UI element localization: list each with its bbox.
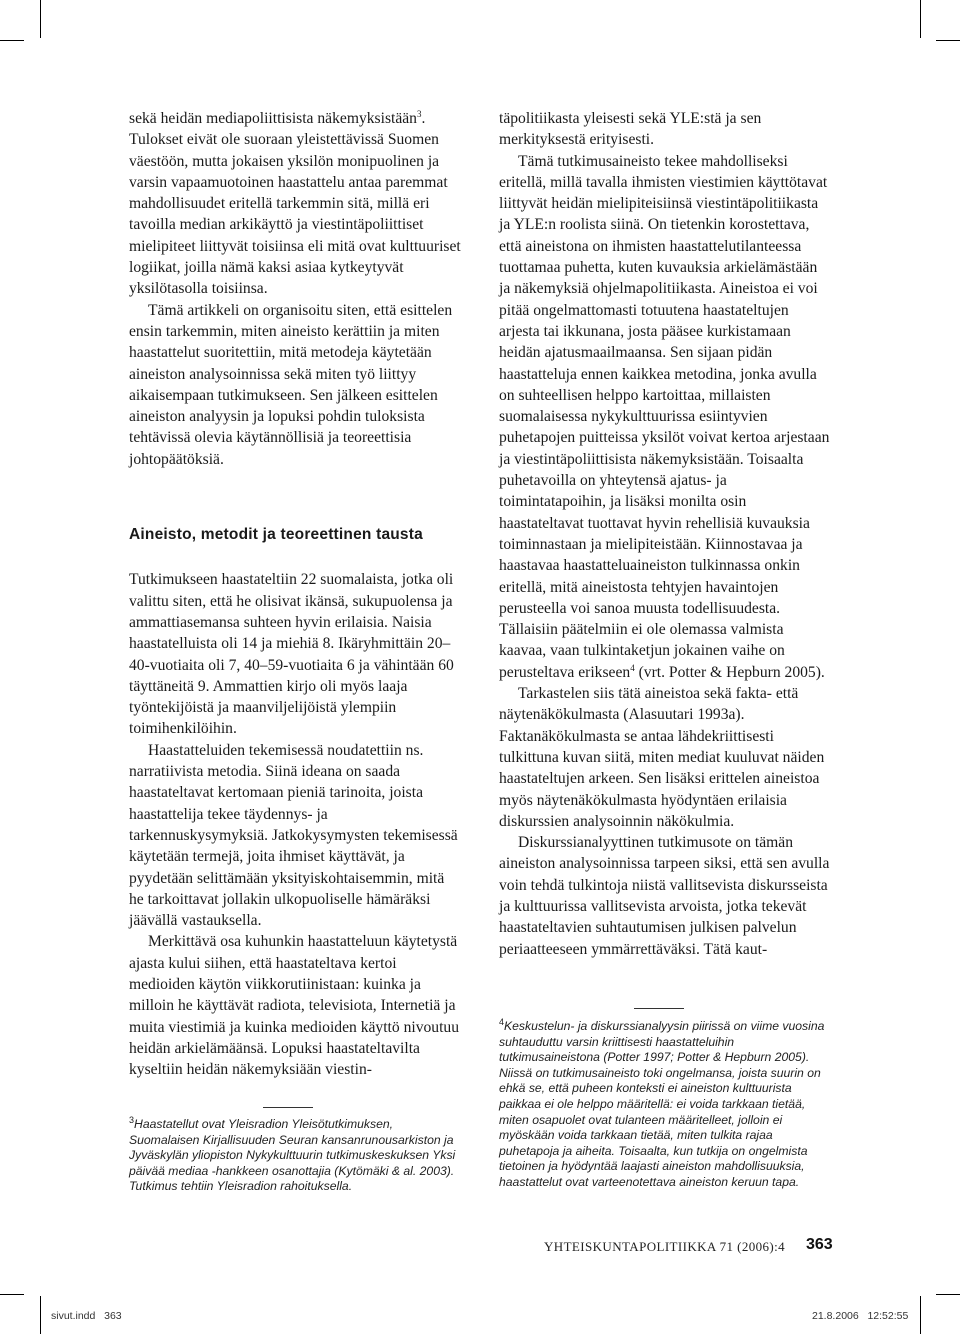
footnote-mark: 4 — [499, 1016, 505, 1027]
left-column — [129, 108, 461, 1080]
paragraph: täpolitiikasta yleisesti sekä YLE:stä ja sen merkityksestä erityisesti. — [499, 110, 762, 149]
section-heading: Aineisto, metodit ja teoreettinen tausta — [129, 526, 423, 544]
right-column — [499, 108, 831, 960]
footnote-rule — [263, 1107, 313, 1108]
footnote-mark: 3 — [129, 1114, 135, 1125]
crop-mark — [0, 1294, 24, 1295]
paragraph: Tämä artikkeli on organisoitu siten, että esittelen ensin tarkemmin, miten aineisto kerättiin ja miten haastattelut suoritettiin, mitä metodeja käytetään aineiston analysoinnissa sekä miten työ liittyy aikaisempaan tutkimukseen. Sen jälkeen esittelen aineiston analyysin ja lopuksi pohdin tuloksista tehtävissä olevia käytännöllisiä ja teoreettisia johtopäätöksiä. — [129, 301, 453, 468]
slug-file: sivut.indd 363 — [51, 1310, 122, 1322]
footnote-3 — [129, 1114, 461, 1195]
paragraph: Tarkastelen siis tätä aineistoa sekä fakta- että näytenäkökulmasta (Alasuutari 1993a). Faktanäkökulmasta se antaa lähdekriittisesti tulkittuna kuvan siitä, miten mediat kuuluvat näiden haastateltujen arkeen. Sen lisäksi erittelen aineistoa myös näytenäkökulmasta hyödyntäen erilaisia diskurssien analysoinnin näkökulmia. — [499, 685, 825, 830]
crop-mark — [920, 1296, 921, 1334]
paragraph: Tämä tutkimusaineisto tekee mahdolliseksi eritellä, millä tavalla ihmisten viestimien käyttötavat liittyvät heidän mielipiteisiinsä viestintäpolitiikasta ja YLE:n roolista siinä. On tietenkin korostettava, että aineistona on ihmisten haastattelutilanteessa tuottamaa puhetta, kuten kuvauksia arkielämästään ja näkemyksiä ohjelmapolitiikasta. Aineistoa ei voi pitää ongelmattomasti totuutena haastateltujen arjesta tai ikkunana, josta pääsee kurkistamaan heidän ajatusmaailmaansa. Sen sijaan pidän haastatteluja ennen kaikkea metodina, jonka avulla on suhteellisen helppo kartoittaa, millaisten suomalaisessa nykykulttuurissa esiintyvien puhetapojen puitteissa yksilöt voivat kertoa arjestaan ja viestintäpoliittisista näkemyksistään. Toisaalta puhetavoilla on yhteytensä ajatus- ja toimintatapoihin, ja lisäksi monilta osin haastateltavat tuottavat hyvin rehellisiä kuvauksia toiminnastaan ja mielipiteistään. Kiinnostavaa ja haastavaa haastatteluaineiston tulkinnassa onkin eritellä, mitä aineistosta tehtyjen havaintojen perusteella voi sanoa muusta todellisuudesta. Tällaisiin päätelmiin ei ole olemassa valmista kaavaa, vaan tulkintaketjun jokainen vaihe on perusteltava erikseen$^4$ (vrt. Potter & Hepburn 2005). — [499, 152, 830, 681]
footnote-text: Keskustelun- ja diskurssianalyysin piirissä on viime vuosina suhtauduttu varsin kriittisesti haastatteluihin tutkimusaineistona (Potter 1997; Potter & Hepburn 2005). Niissä on tutkimusaineisto toki ongelmansa, joista suurin on ehkä se, että puheen konteksti ei aineiston kulttuurista paikkaa ei ole helppo määritellä: ei voida tarkkaan tietää, miten osapuolet ovat tulanteen määritelleet, jolloin ei myöskään voida tarkkaan tietää, miten tulkita rajaa puhetapoja ja aiheita. Toisaalta, kun tutkija on ongelmista tietoinen ja hyödyntää laajasti aineiston mahdollisuuksia, haastattelut ovat varteenotettava aineiston keruun tapa. — [499, 1019, 825, 1189]
paragraph: Tutkimukseen haastateltiin 22 suomalaista, jotka oli valittu siten, että he olisivat ikänsä, sukupuolensa ja ammattiasemansa suhteen hyvin erilaisia. Naisia haastatelluista oli 14 ja miehiä 8. Ikäryhmittäin 20–40-vuotiaita oli 7, 40–59-vuotiaita 6 ja vähintään 60 täyttäneitä 9. Ammattien kirjo oli myös laaja työntekijöistä ja maanviljelijöistä ylempiin toimihenkilöihin. — [129, 571, 454, 738]
page-number: 363 — [806, 1236, 833, 1253]
paragraph: Merkittävä osa kuhunkin haastatteluun käytetystä ajasta kului siihen, että haastateltava kertoi medioiden käytön viikkorutiinistaan: kuinka ja milloin he käyttävät radiota, televisiota, Internetiä ja muita viestimiä ja kuinka medioiden käyttö nivoutuu heidän arkielämäänsä. Lopuksi haastateltavilta kyseltiin heidän näkemyksiään viestin- — [129, 933, 460, 1079]
footnote-text: Haastatellut ovat Yleisradion Yleisötutkimuksen, Suomalaisen Kirjallisuuden Seuran kansanrunousarkiston ja Jyväskylän yliopiston Nykykulttuurin tutkimuskeskuksen Yksi päivää mediaa -hankkeen osanottajia (Kytömäki & al. 2003). Tutkimus tehtiin Yleisradion rahoituksella. — [129, 1117, 456, 1194]
footnote-rule — [634, 1008, 684, 1009]
journal-title: YHTEISKUNTAPOLITIIKKA 71 (2006):4 — [544, 1239, 786, 1254]
paragraph: Diskurssianalyyttinen tutkimusote on tämän aineiston analysoinnissa tarpeen siksi, että sen avulla voin tehdä tulkintoja niistä vallitsevista diskursseista ja kulttuurissa vallitsevista arvoista, jotka tekevät haastateltavien suhtautumisen julkisen palvelun periaatteeseen ymmärrettäväksi. Tätä kaut- — [499, 834, 830, 958]
paragraph: Tulokset eivät ole suoraan yleistettävissä Suomen väestöön, mutta jokaisen yksilön monipuolinen ja varsin vapaamuotoinen haastattelu antaa paremmat mahdollisuudet eritellä tarkemmin sitä, millä eri tavoilla median arkikäyttö ja viestintäpoliittiset mielipiteet liittyvät toisiinsa eli mitä ovat kulttuuriset logiikat, joilla nämä kaksi asiaa kytkeytyvät yksilötasolla toisiinsa. — [129, 131, 461, 298]
footnote-reference: 4 — [630, 662, 635, 673]
crop-mark — [920, 0, 921, 38]
crop-mark — [40, 0, 41, 38]
slug-date: 21.8.2006 12:52:55 — [812, 1310, 909, 1322]
footnote-4 — [499, 1016, 831, 1191]
paragraph: Haastatteluiden tekemisessä noudatettiin ns. narratiivista metodia. Siinä ideana on saada haastateltavat kertomaan pieniä tarinoita, joista haastattelija tekee täydennys- ja tarkennuskysymyksiä. Jatkokysymysten tekemisessä käytetään termejä, joita ihmiset käyttävät, ja pyydetään selittämään yksityiskohtaisemmin, mitä he tarkoittavat jollakin ulkopuoliselle hämäräksi jäävällä vastauksella. — [129, 741, 458, 930]
crop-mark — [0, 40, 24, 41]
footnote-reference: 3 — [416, 108, 422, 119]
crop-mark — [40, 1296, 41, 1334]
paragraph: sekä heidän mediapoliittisista näkemyksistään$^3$. — [129, 108, 426, 127]
crop-mark — [936, 40, 960, 41]
crop-mark — [936, 1294, 960, 1295]
